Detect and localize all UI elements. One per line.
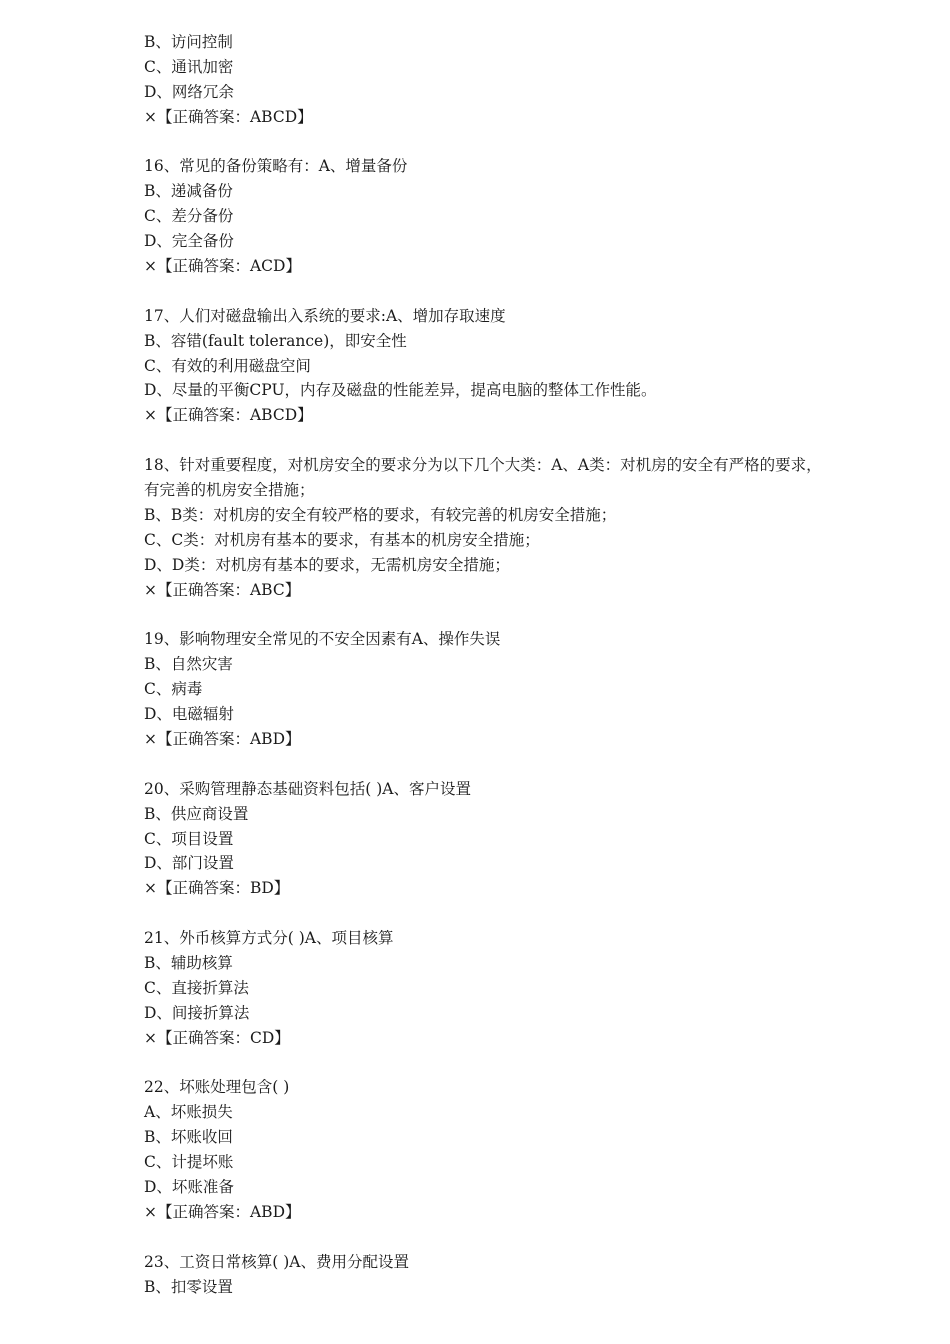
option-d: D、尽量的平衡CPU，内存及磁盘的性能差异，提高电脑的整体工作性能。 xyxy=(144,381,657,400)
option-b: B、扣零设置 xyxy=(144,1277,233,1296)
question-text: 16、常见的备份策略有：A、增量备份 xyxy=(144,157,408,176)
option-d: D、坏账准备 xyxy=(144,1178,234,1196)
question-block-19 xyxy=(144,627,824,751)
answer-line: ×【正确答案：ABCD】 xyxy=(144,406,313,425)
answer-line: ×【正确答案：ABC】 xyxy=(144,580,301,599)
question-text: 21、外币核算方式分( )A、项目核算 xyxy=(144,929,394,948)
option-b: B、自然灾害 xyxy=(144,655,233,674)
option-c: C、通讯加密 xyxy=(144,57,234,76)
question-text: 22、坏账处理包含( ) xyxy=(144,1078,290,1097)
option-c: C、项目设置 xyxy=(144,829,234,848)
option-c: C、C类：对机房有基本的要求，有基本的机房安全措施； xyxy=(144,530,540,549)
option-b: B、递减备份 xyxy=(144,182,233,201)
question-block-22 xyxy=(144,1075,824,1224)
option-c: C、病毒 xyxy=(144,680,203,699)
answer-line: ×【正确答案：ABCD】 xyxy=(144,107,313,126)
option-d: D、D类：对机房有基本的要求，无需机房安全措施； xyxy=(144,555,510,574)
option-b: B、辅助核算 xyxy=(144,953,233,972)
question-block-15-tail xyxy=(144,30,824,130)
question-text: 20、采购管理静态基础资料包括( )A、客户设置 xyxy=(144,779,471,798)
option-c: C、有效的利用磁盘空间 xyxy=(144,356,311,375)
answer-line: ×【正确答案：ABD】 xyxy=(144,1202,301,1221)
option-c: C、差分备份 xyxy=(144,207,234,226)
question-block-21 xyxy=(144,926,824,1050)
question-text: 23、工资日常核算( )A、费用分配设置 xyxy=(144,1252,409,1271)
question-text: 17、人们对磁盘输出入系统的要求:A、增加存取速度 xyxy=(144,306,506,325)
option-b: B、供应商设置 xyxy=(144,804,249,823)
option-b: B、访问控制 xyxy=(144,33,233,51)
answer-line: ×【正确答案：ABD】 xyxy=(144,729,301,748)
option-c: C、直接折算法 xyxy=(144,978,249,997)
question-block-16 xyxy=(144,154,824,278)
option-d: D、部门设置 xyxy=(144,854,234,873)
option-b: B、容错(fault tolerance)，即安全性 xyxy=(144,331,407,350)
question-block-17 xyxy=(144,304,824,428)
option-b: B、坏账收回 xyxy=(144,1128,233,1147)
option-d: D、电磁辐射 xyxy=(144,705,234,724)
question-text: 18、针对重要程度，对机房安全的要求分为以下几个大类：A、A类：对机房的安全有严格的要求，有完善的机房安全措施； xyxy=(144,456,822,500)
question-block-20 xyxy=(144,777,824,901)
answer-line: ×【正确答案：CD】 xyxy=(144,1028,290,1047)
answer-line: ×【正确答案：ACD】 xyxy=(144,257,301,276)
document-page xyxy=(144,30,824,1299)
option-d: D、网络冗余 xyxy=(144,82,234,101)
question-text: 19、影响物理安全常见的不安全因素有A、操作失误 xyxy=(144,630,501,649)
option-d: D、间接折算法 xyxy=(144,1003,250,1022)
option-a: A、坏账损失 xyxy=(144,1103,233,1122)
answer-line: ×【正确答案：BD】 xyxy=(144,879,290,898)
question-block-23 xyxy=(144,1250,824,1300)
option-d: D、完全备份 xyxy=(144,232,234,251)
option-b: B、B类：对机房的安全有较严格的要求，有较完善的机房安全措施； xyxy=(144,505,617,524)
question-block-18 xyxy=(144,453,824,602)
option-c: C、计提坏账 xyxy=(144,1153,234,1172)
